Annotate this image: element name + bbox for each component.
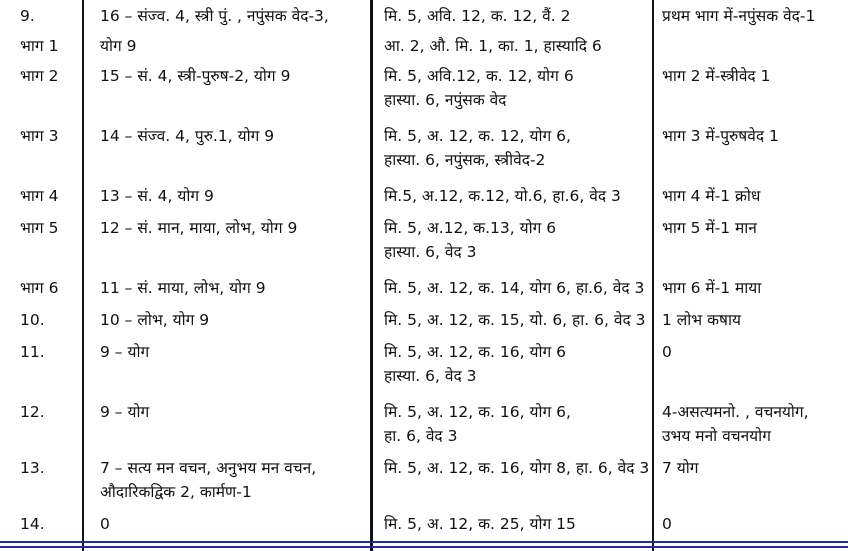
table-cell-c1: [20, 308, 80, 332]
cell-line: मि. 5, अ. 12, क. 16, योग 6: [384, 343, 566, 361]
cell-line: 0: [662, 343, 672, 361]
cell-line: 9 – योग: [100, 403, 150, 421]
cell-line: 0: [662, 515, 672, 533]
table-cell-c2: [100, 184, 370, 208]
cell-line: भाग 5 में-1 मान: [662, 219, 757, 237]
cell-line: 10 – लोभ, योग 9: [100, 311, 210, 329]
table-bottom-border: [0, 541, 848, 543]
table-cell-c4: [662, 456, 842, 480]
column-divider: [82, 0, 84, 551]
table-cell-c2: [100, 34, 370, 58]
table-cell-c2: [100, 124, 370, 148]
cell-line: 14 – संज्व. 4, पुरु.1, योग 9: [100, 127, 275, 145]
table-cell-c2: [100, 216, 370, 240]
cell-line: मि. 5, अवि. 12, क. 12, वैं. 2: [384, 7, 571, 25]
table-cell-c1: [20, 64, 80, 88]
cell-line: हास्या. 6, नपुंसक वेद: [384, 91, 507, 109]
table-cell-c4: [662, 400, 842, 448]
cell-line: भाग 6 में-1 माया: [662, 279, 762, 297]
cell-line: मि. 5, अ. 12, क. 15, यो. 6, हा. 6, वेद 3: [384, 311, 646, 329]
table-cell-c2: [100, 64, 370, 88]
table-bottom-border: [0, 546, 848, 548]
column-divider: [370, 0, 373, 551]
cell-line: 10.: [20, 311, 45, 329]
table-cell-c1: [20, 34, 80, 58]
table-cell-c4: [662, 184, 842, 208]
cell-line: 11 – सं. माया, लोभ, योग 9: [100, 279, 266, 297]
cell-line: 16 – संज्व. 4, स्त्री पुं. , नपुंसक वेद-3,: [100, 7, 329, 25]
table-cell-c4: [662, 512, 842, 536]
table-cell-c4: [662, 340, 842, 364]
table-cell-c2: [100, 512, 370, 536]
cell-line: मि. 5, अ. 12, क. 14, योग 6, हा.6, वेद 3: [384, 279, 645, 297]
cell-line: औदारिकद्विक 2, कार्मण-1: [100, 483, 252, 501]
table-cell-c3: [384, 400, 652, 448]
cell-line: आ. 2, औ. मि. 1, का. 1, हास्यादि 6: [384, 37, 602, 55]
cell-line: मि. 5, अ. 12, क. 16, योग 6,: [384, 403, 571, 421]
table-cell-c3: [384, 64, 652, 112]
table-cell-c3: [384, 216, 652, 264]
cell-line: भाग 3: [20, 127, 59, 145]
cell-line: मि. 5, अवि.12, क. 12, योग 6: [384, 67, 574, 85]
table-cell-c1: [20, 340, 80, 364]
cell-line: योग 9: [100, 37, 137, 55]
cell-line: 0: [100, 515, 110, 533]
column-divider: [652, 0, 654, 551]
table-cell-c4: [662, 276, 842, 300]
table-cell-c3: [384, 308, 652, 332]
table-cell-c1: [20, 456, 80, 480]
table-cell-c1: [20, 124, 80, 148]
table-cell-c2: [100, 456, 370, 504]
table-cell-c4: [662, 308, 842, 332]
cell-line: प्रथम भाग में-नपुंसक वेद-1: [662, 7, 816, 25]
cell-line: भाग 2 में-स्त्रीवेद 1: [662, 67, 771, 85]
table-cell-c4: [662, 4, 842, 28]
table-cell-c2: [100, 308, 370, 332]
cell-line: 12 – सं. मान, माया, लोभ, योग 9: [100, 219, 298, 237]
table-cell-c3: [384, 4, 652, 28]
cell-line: 12.: [20, 403, 45, 421]
table-cell-c1: [20, 216, 80, 240]
table-cell-c3: [384, 124, 652, 172]
table-cell-c4: [662, 124, 842, 148]
cell-line: मि. 5, अ.12, क.13, योग 6: [384, 219, 557, 237]
cell-line: 9.: [20, 7, 35, 25]
cell-line: मि. 5, अ. 12, क. 25, योग 15: [384, 515, 576, 533]
table-cell-c2: [100, 340, 370, 364]
cell-line: भाग 4: [20, 187, 59, 205]
cell-line: हास्या. 6, वेद 3: [384, 367, 477, 385]
cell-line: हास्या. 6, वेद 3: [384, 243, 477, 261]
cell-line: 4-असत्यमनो. , वचनयोग,: [662, 403, 809, 421]
cell-line: भाग 4 में-1 क्रोध: [662, 187, 761, 205]
table-cell-c4: [662, 216, 842, 240]
cell-line: भाग 5: [20, 219, 59, 237]
cell-line: भाग 6: [20, 279, 59, 297]
cell-line: 14.: [20, 515, 45, 533]
cell-line: 11.: [20, 343, 45, 361]
table-cell-c3: [384, 512, 652, 536]
table-cell-c2: [100, 4, 370, 28]
table-cell-c3: [384, 340, 652, 388]
cell-line: 7 – सत्य मन वचन, अनुभय मन वचन,: [100, 459, 317, 477]
cell-line: 9 – योग: [100, 343, 150, 361]
cell-line: भाग 3 में-पुरुषवेद 1: [662, 127, 779, 145]
table-cell-c3: [384, 456, 652, 480]
cell-line: उभय मनो वचनयोग: [662, 427, 771, 445]
cell-line: 15 – सं. 4, स्त्री-पुरुष-2, योग 9: [100, 67, 291, 85]
cell-line: 13.: [20, 459, 45, 477]
table-cell-c1: [20, 512, 80, 536]
table-cell-c3: [384, 34, 652, 58]
table-cell-c2: [100, 276, 370, 300]
table-cell-c1: [20, 4, 80, 28]
table-cell-c2: [100, 400, 370, 424]
cell-line: 13 – सं. 4, योग 9: [100, 187, 214, 205]
table-cell-c1: [20, 184, 80, 208]
cell-line: मि.5, अ.12, क.12, यो.6, हा.6, वेद 3: [384, 187, 621, 205]
cell-line: हा. 6, वेद 3: [384, 427, 458, 445]
cell-line: 7 योग: [662, 459, 699, 477]
table-cell-c1: [20, 276, 80, 300]
cell-line: भाग 2: [20, 67, 59, 85]
cell-line: हास्या. 6, नपुंसक, स्त्रीवेद-2: [384, 151, 546, 169]
cell-line: मि. 5, अ. 12, क. 16, योग 8, हा. 6, वेद 3: [384, 459, 650, 477]
table-cell-c1: [20, 400, 80, 424]
table-cell-c3: [384, 276, 652, 300]
table-cell-c4: [662, 64, 842, 88]
cell-line: भाग 1: [20, 37, 59, 55]
cell-line: 1 लोभ कषाय: [662, 311, 742, 329]
cell-line: मि. 5, अ. 12, क. 12, योग 6,: [384, 127, 571, 145]
table-cell-c3: [384, 184, 652, 208]
